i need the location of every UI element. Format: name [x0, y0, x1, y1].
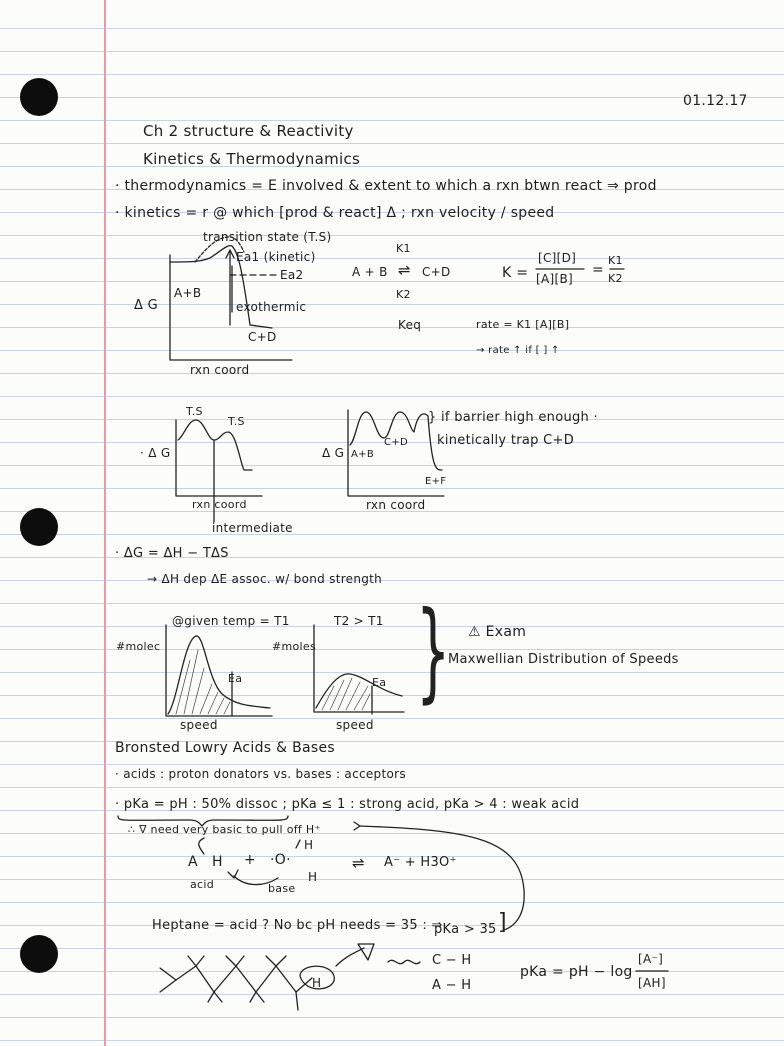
delta-g-axis-label: · Δ G	[140, 446, 171, 460]
rate-law: rate = K1 [A][B]	[476, 318, 570, 331]
heptane-question: Heptane = acid ? No bc pH needs = 35 : ⇒	[152, 918, 443, 933]
henderson-hasselbalch: pKa = pH − log	[520, 964, 633, 980]
equilibrium-arrow: ⇌	[398, 261, 411, 279]
rate-note: → rate ↑ if [ ] ↑	[476, 345, 560, 356]
hh-denominator: [AH]	[638, 976, 666, 990]
right-ea-label: Ea	[372, 676, 387, 689]
delta-g-axis-label: Δ G	[322, 446, 345, 460]
right-y-axis-label: #moles	[272, 640, 317, 653]
heptane-pka: pKa > 35	[434, 922, 497, 937]
right-x-axis-label: speed	[336, 718, 374, 732]
base-label: base	[268, 882, 296, 895]
section-heading: Kinetics & Thermodynamics	[143, 150, 361, 168]
k-denominator: [A][B]	[536, 272, 573, 286]
brace: ]	[498, 910, 507, 935]
transition-state-1: T.S	[186, 405, 203, 418]
products-2-label: E+F	[425, 476, 447, 487]
exothermic-label: exothermic	[236, 300, 307, 314]
reactants-label: A+B	[174, 286, 202, 300]
delta-g-axis-label: Δ G	[134, 298, 158, 313]
date: 01.12.17	[683, 93, 748, 109]
note-line: · kinetics = r @ which [prod & react] Δ ; rxn velocity / speed	[115, 205, 555, 221]
ch-bond: C − H	[432, 953, 472, 968]
section-heading: Bronsted Lowry Acids & Bases	[115, 740, 335, 756]
left-x-axis-label: speed	[180, 718, 218, 732]
ea2-label: Ea2	[280, 268, 304, 282]
left-y-axis-label: #molec	[116, 640, 161, 653]
plus-sign: +	[244, 852, 257, 868]
need-note: ∴ ∇ need very basic to pull off H⁺	[128, 823, 321, 836]
acid-label: acid	[190, 878, 215, 891]
left-plot-title: @given temp = T1	[172, 614, 290, 628]
highlighted-hydrogen: H	[312, 976, 322, 990]
water-h-top: H	[304, 838, 314, 852]
k1-label: K1	[396, 242, 411, 255]
reactants-label: A+B	[351, 449, 374, 460]
k-ratio-numerator: K1	[608, 254, 623, 267]
k-ratio-equals: =	[592, 262, 605, 278]
exam-callout: ⚠ Exam	[468, 624, 527, 640]
acid-definition: · acids : proton donators vs. bases : acceptors	[115, 767, 406, 781]
gibbs-equation: · ΔG = ΔH − TΔS	[115, 546, 229, 561]
products: A⁻ + H3O⁺	[384, 855, 457, 870]
intermediate-label: intermediate	[212, 521, 293, 535]
page-title: Ch 2 structure & Reactivity	[143, 122, 354, 140]
reaction-left: A + B	[352, 265, 388, 279]
keq-label: Keq	[398, 318, 422, 332]
left-ea-label: Ea	[228, 672, 243, 685]
k2-label: K2	[396, 288, 411, 301]
equilibrium-arrow: ⇌	[352, 854, 365, 872]
water-h-bottom: H	[308, 870, 318, 884]
acid-h: H	[212, 854, 223, 870]
acid-a: A	[188, 854, 198, 870]
k-expression-lhs: K =	[502, 265, 529, 281]
products-label: C+D	[248, 330, 277, 344]
transition-state-label: transition state (T.S)	[203, 230, 332, 244]
reaction-right: C+D	[422, 265, 451, 279]
k-numerator: [C][D]	[538, 251, 577, 265]
water-oxygen: ·O·	[270, 852, 291, 868]
right-plot-title: T2 > T1	[334, 614, 384, 628]
k-ratio-denominator: K2	[608, 272, 623, 285]
brace: }	[416, 589, 451, 714]
transition-state-2: T.S	[228, 415, 245, 428]
barrier-note: } if barrier high enough ·	[428, 410, 598, 425]
kinetic-trap-note: kinetically trap C+D	[437, 433, 575, 448]
note-line: · thermodynamics = E involved & extent to which a rxn btwn react ⇒ prod	[115, 178, 657, 194]
x-axis-label: rxn coord	[192, 498, 247, 511]
maxwell-caption: Maxwellian Distribution of Speeds	[448, 652, 679, 667]
ea1-label: Ea1 (kinetic)	[236, 250, 316, 264]
ah-bond: A − H	[432, 978, 472, 993]
enthalpy-note: → ΔH dep ΔE assoc. w/ bond strength	[147, 572, 383, 586]
x-axis-label: rxn coord	[366, 498, 426, 512]
x-axis-label: rxn coord	[190, 363, 250, 377]
products-label: C+D	[384, 437, 408, 448]
hh-numerator: [A⁻]	[638, 952, 664, 966]
pka-line: · pKa = pH : 50% dissoc ; pKa ≤ 1 : strong acid, pKa > 4 : weak acid	[115, 797, 580, 812]
